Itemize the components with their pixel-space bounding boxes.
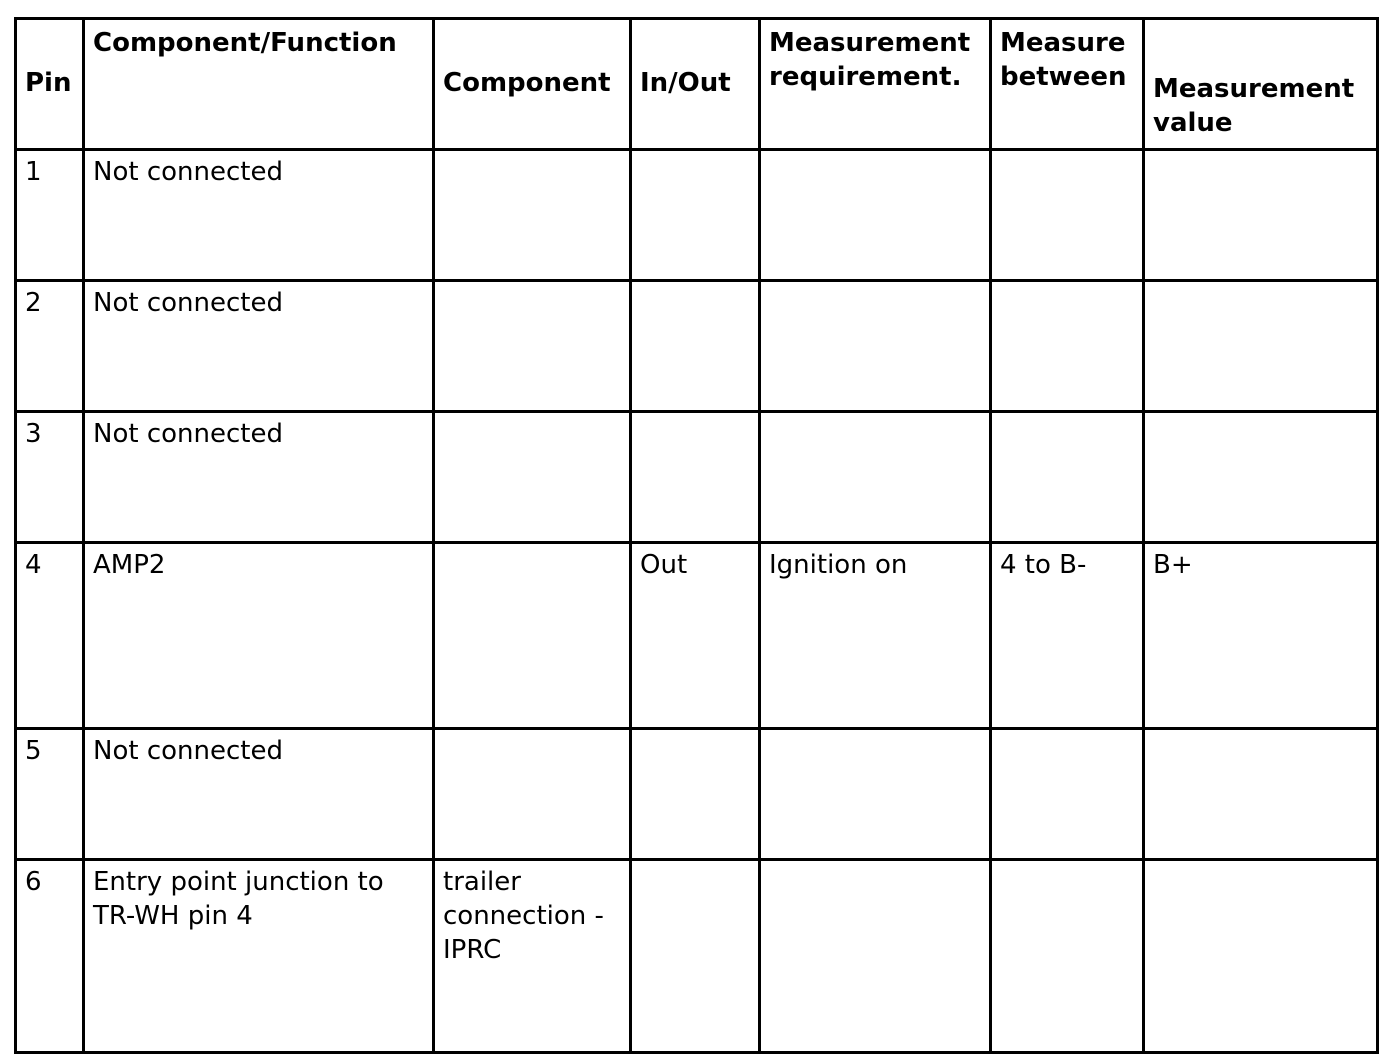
cell-measurement-value: [1144, 860, 1378, 1053]
table-row: [16, 543, 1378, 729]
header-component: Component: [434, 19, 631, 150]
cell-component-function: Not connected: [84, 281, 434, 412]
table-row: [16, 150, 1378, 281]
header-component-function: Component/Function: [84, 19, 434, 150]
cell-in-out: [631, 281, 760, 412]
cell-measure-between: [991, 729, 1144, 860]
cell-in-out: [631, 150, 760, 281]
cell-measurement-requirement: Ignition on: [760, 543, 991, 729]
cell-measurement-requirement: [760, 860, 991, 1053]
cell-component: [434, 281, 631, 412]
cell-in-out: [631, 860, 760, 1053]
cell-component-function: Entry point junction to TR-WH pin 4: [84, 860, 434, 1053]
cell-pin: 4: [16, 543, 84, 729]
header-measure-between: Measure between: [991, 19, 1144, 150]
cell-measurement-value: [1144, 412, 1378, 543]
table-row: [16, 860, 1378, 1053]
cell-pin: 6: [16, 860, 84, 1053]
cell-measurement-requirement: [760, 281, 991, 412]
cell-in-out: [631, 412, 760, 543]
cell-component-function: Not connected: [84, 729, 434, 860]
table-row: [16, 729, 1378, 860]
cell-component-function: AMP2: [84, 543, 434, 729]
header-pin: Pin: [16, 19, 84, 150]
cell-measurement-value: [1144, 729, 1378, 860]
cell-pin: 3: [16, 412, 84, 543]
cell-pin: 1: [16, 150, 84, 281]
cell-in-out: Out: [631, 543, 760, 729]
cell-component: [434, 412, 631, 543]
cell-component: trailer connection - IPRC: [434, 860, 631, 1053]
header-in-out: In/Out: [631, 19, 760, 150]
cell-measure-between: [991, 150, 1144, 281]
cell-measurement-value: [1144, 281, 1378, 412]
cell-measurement-value: [1144, 150, 1378, 281]
header-measurement-requirement: Measurement requirement.: [760, 19, 991, 150]
cell-component: [434, 729, 631, 860]
header-measurement-value: Measurement value: [1144, 19, 1378, 150]
cell-measure-between: 4 to B-: [991, 543, 1144, 729]
cell-in-out: [631, 729, 760, 860]
cell-component-function: Not connected: [84, 412, 434, 543]
cell-measure-between: [991, 860, 1144, 1053]
cell-measurement-requirement: [760, 412, 991, 543]
cell-component: [434, 543, 631, 729]
cell-component-function: Not connected: [84, 150, 434, 281]
pin-table: [14, 17, 1379, 1054]
cell-measurement-requirement: [760, 150, 991, 281]
cell-pin: 5: [16, 729, 84, 860]
table-row: [16, 281, 1378, 412]
cell-measure-between: [991, 412, 1144, 543]
cell-measurement-value: B+: [1144, 543, 1378, 729]
header-row: [16, 19, 1378, 150]
cell-measurement-requirement: [760, 729, 991, 860]
cell-pin: 2: [16, 281, 84, 412]
cell-measure-between: [991, 281, 1144, 412]
cell-component: [434, 150, 631, 281]
table-row: [16, 412, 1378, 543]
